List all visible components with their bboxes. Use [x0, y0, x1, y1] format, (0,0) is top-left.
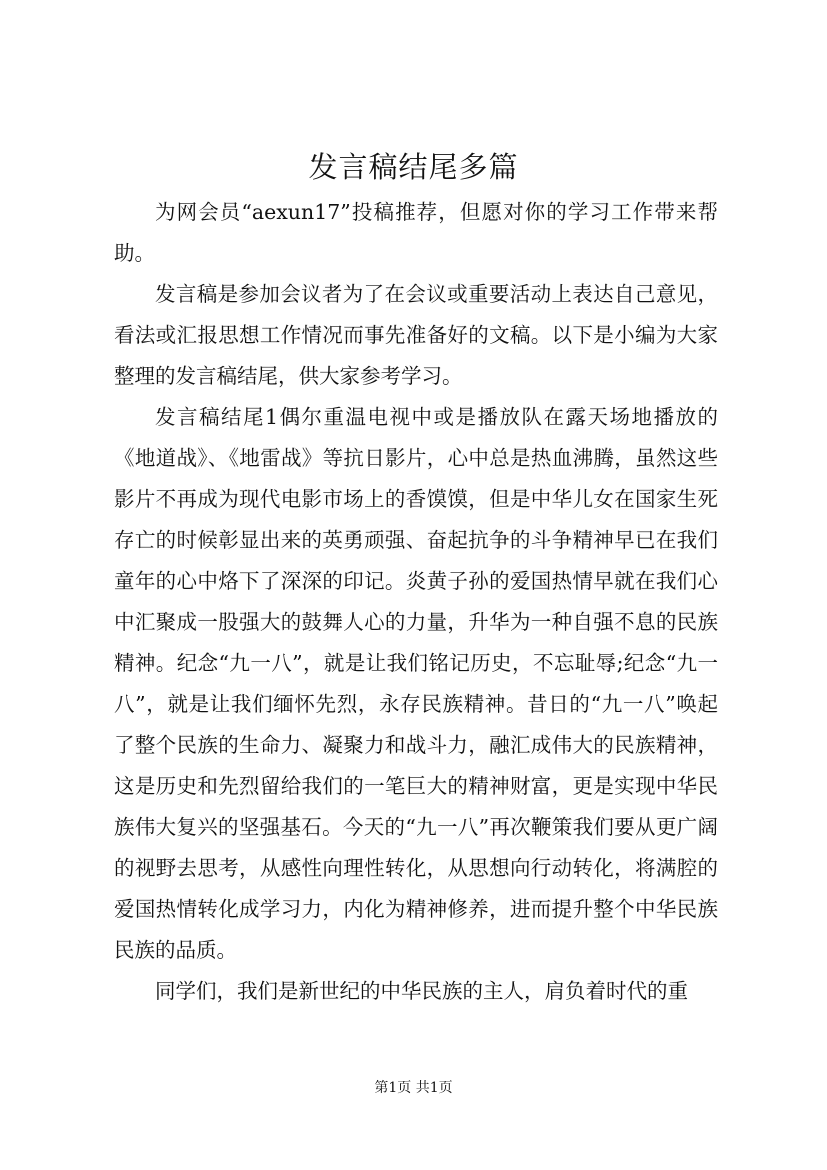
paragraph-definition: 发言稿是参加会议者为了在会议或重要活动上表达自己意见，看法或汇报思想工作情况而事先准备好的文稿。以下是小编为大家整理的发言稿结尾，供大家参考学习。 [114, 282, 718, 388]
page-footer: 第1页 共1页 [374, 1080, 453, 1096]
document-title: 发言稿结尾多篇 [308, 150, 519, 184]
paragraph-intro: 为网会员“aexun17”投稿推荐，但愿对你的学习工作带来帮助。 [114, 200, 718, 265]
paragraph-classmates: 同学们，我们是新世纪的中华民族的主人，肩负着时代的重 [155, 979, 688, 1003]
document-body [114, 192, 718, 1012]
paragraph-ending-1: 发言稿结尾1偶尔重温电视中或是播放队在露天场地播放的《地道战》、《地雷战》等抗日影片，心中总是热血沸腾，虽然这些影片不再成为现代电影市场上的香馍馍，但是中华儿女在国家生死存亡的时候彰显出来的英勇顽强、奋起抗争的斗争精神早已在我们童年的心中烙下了深深的印记。炎黄子孙的爱国热情早就在我们心中汇聚成一股强大的鼓舞人心的力量，升华为一种自强不息的民族精神。纪念“九一八”，就是让我们铭记历史，不忘耻辱;纪念“九一八”，就是让我们缅怀先烈，永存民族精神。昔日的“九一八”唤起了整个民族的生命力、凝聚力和战斗力，融汇成伟大的民族精神，这是历史和先烈留给我们的一笔巨大的精神财富，更是实现中华民族伟大复兴的坚强基石。今天的“九一八”再次鞭策我们要从更广阔的视野去思考，从感性向理性转化，从思想向行动转化，将满腔的爱国热情转化成学习力，内化为精神修养，进而提升整个中华民族民族的品质。 [114, 405, 718, 962]
